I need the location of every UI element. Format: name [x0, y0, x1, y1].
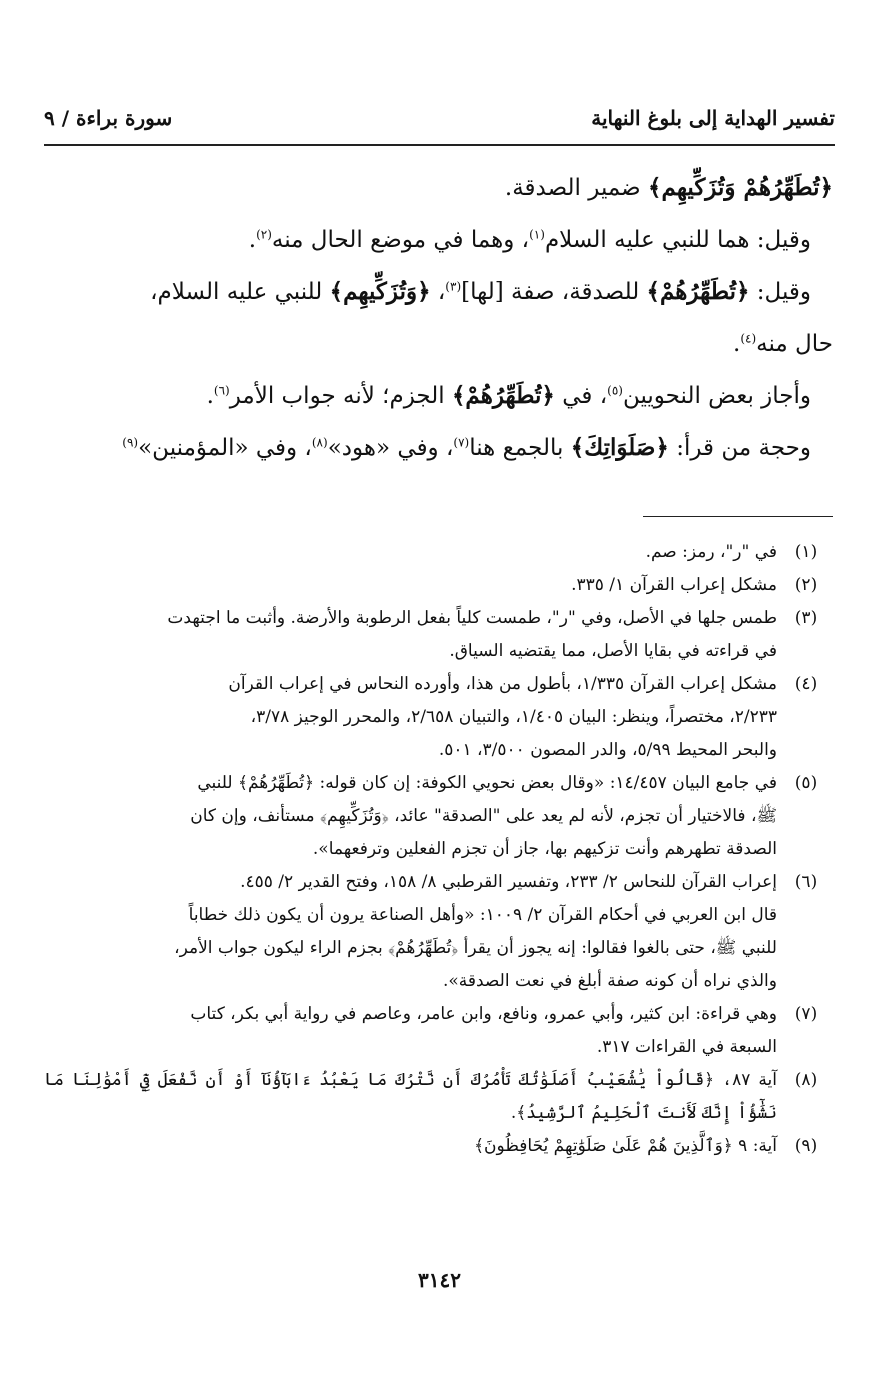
paragraph-1	[44, 162, 833, 214]
text: وقيل: هما للنبي عليه السلام	[544, 227, 811, 253]
footnote-number: (٤)	[794, 674, 818, 694]
quran-quote: ﴿تُطَهِّرُهُمْ﴾	[451, 382, 555, 409]
footnote-line: آية ٨٧، ﴿قَالُواْ يَٰشُعَيْبُ أَصَلَوَٰتُكَ تَأْمُرُكَ أَن نَّتْرُكَ مَا يَعْبُدُ ءَابَآؤُنَآ أَوْ أَن نَّفْعَلَ فِيٓ أَمْوَٰلِنَا مَا نَشَٰٓؤُاْ إِنَّكَ لَأَنتَ ٱلْحَلِيمُ ٱلرَّشِيدُ﴾.	[44, 1070, 777, 1123]
footnote-line: آية: ٩ ﴿وَٱلَّذِينَ هُمْ عَلَىٰ صَلَوَٰتِهِمْ يُحَافِظُونَ﴾	[474, 1136, 777, 1156]
footnote-number: (٥)	[794, 773, 818, 793]
footnote-text	[44, 602, 777, 668]
paragraph-2	[44, 214, 833, 266]
footnote-text	[44, 668, 777, 767]
paragraph-4	[44, 370, 833, 422]
footnote-ref[interactable]: (٩)	[122, 435, 139, 450]
footnote-number: (٦)	[794, 872, 818, 892]
quran-quote: ﴿تُطَهِّرُهُمْ وَتُزَكِّيهِم﴾	[648, 174, 833, 201]
footnote-text	[44, 998, 777, 1064]
text: وأجاز بعض النحويين	[622, 383, 811, 409]
footnote-ref[interactable]: (٨)	[311, 435, 328, 450]
text: .	[248, 227, 257, 253]
footnote-text	[44, 1130, 777, 1163]
footnote-divider	[643, 516, 833, 517]
footnote-ref[interactable]: (١)	[529, 227, 545, 242]
text: حال منه	[756, 331, 833, 357]
page-number: ٣١٤٢	[418, 1268, 461, 1292]
footnote-line: ٢/٢٣٣، مختصراً، وينظر: البيان ١/٤٠٥، والتبيان ٢/٦٥٨، والمحرر الوجيز ٣/٧٨،	[250, 707, 777, 727]
text: ، في	[554, 383, 608, 409]
footnote-ref[interactable]: (٤)	[740, 331, 757, 346]
footnote-line: والبحر المحيط ٥/٩٩، والدر المصون ٣/٥٠٠، ٥٠١.	[438, 740, 777, 760]
footnote-text	[44, 767, 777, 866]
footnote-line: في قراءته في بقايا الأصل، مما يقتضيه السياق.	[449, 641, 777, 661]
footnote	[44, 1130, 835, 1163]
footnote-line: الصدقة تطهرهم وأنت تزكيهم بها، جاز أن تجزم الفعلين وترفعهما».	[312, 839, 777, 859]
main-text	[44, 162, 833, 474]
footnote-line: قال ابن العربي في أحكام القرآن ٢/ ١٠٠٩: «وأهل الصناعة يرون أن يكون ذلك خطاباً	[188, 905, 777, 925]
footnote-number: (٩)	[794, 1136, 818, 1156]
footnote-ref[interactable]: (٧)	[453, 435, 470, 450]
running-header	[44, 98, 835, 138]
text: .	[206, 383, 214, 409]
footnote	[44, 998, 835, 1064]
footnote-line: مشكل إعراب القرآن ١/٣٣٥، بأطول من هذا، وأورده النحاس في إعراب القرآن	[228, 674, 777, 694]
quran-quote: ﴿وَتُزَكِّيهِم﴾	[329, 278, 431, 305]
footnote-text	[44, 1064, 777, 1130]
quran-quote: ﴿تُطَهِّرُهُمْ﴾	[646, 278, 750, 305]
footnote-line: ﷺ، فالاختيار أن تجزم، لأنه لم يعد على "الصدقة" عائد، ﴿وَتُزَكِّيهِم﴾ مستأنف، وإن كان	[190, 806, 777, 826]
footnote-line: طمس جلها في الأصل، وفي "ر"، طمست كلياً بفعل الرطوبة والأرضة. وأثبت ما اجتهدت	[167, 608, 777, 628]
footnote-line: والذي نراه أن كونه صفة أبلغ في نعت الصدقة».	[442, 971, 777, 991]
surah-label: سورة براءة / ٩	[44, 106, 173, 130]
text: بالجمع هنا	[469, 435, 571, 461]
footnote-number: (١)	[794, 542, 818, 562]
footnote-line: مشكل إعراب القرآن ١/ ٣٣٥.	[571, 575, 777, 595]
text: ضمير الصدقة.	[504, 175, 649, 201]
footnote-ref[interactable]: (٥)	[607, 383, 623, 398]
text: للنبي عليه السلام،	[150, 279, 330, 305]
header-divider	[44, 144, 835, 146]
footnote-text	[44, 536, 777, 569]
footnote	[44, 569, 835, 602]
quran-quote: ﴿صَلَوَاتِكَ﴾	[570, 434, 669, 461]
paragraph-3-continued	[44, 318, 833, 370]
book-title: تفسير الهداية إلى بلوغ النهاية	[591, 106, 835, 130]
text: للصدقة، صفة [لها]	[461, 279, 647, 305]
text: ، وفي «هود»	[327, 435, 454, 461]
footnotes-section	[44, 536, 835, 1163]
text: وقيل:	[749, 279, 811, 305]
footnote-ref[interactable]: (٢)	[256, 227, 272, 242]
footnote-text	[44, 866, 777, 998]
footnote-line: وهي قراءة: ابن كثير، وأبي عمرو، ونافع، وابن عامر، وعاصم في رواية أبي بكر، كتاب	[190, 1004, 777, 1024]
text: وحجة من قرأ:	[668, 435, 811, 461]
text: ، وهما في موضع الحال منه	[271, 227, 530, 253]
footnote-line: للنبي ﷺ، حتى بالغوا فقالوا: إنه يجوز أن يقرأ ﴿تُطَهِّرُهُمْ﴾ بجزم الراء ليكون جواب الأمر،	[174, 938, 777, 958]
footnote	[44, 668, 835, 767]
footnote	[44, 866, 835, 998]
text: ، وفي «المؤمنين»	[138, 435, 312, 461]
footnote-ref[interactable]: (٦)	[213, 383, 230, 398]
footnote-line: إعراب القرآن للنحاس ٢/ ٢٣٣، وتفسير القرطبي ٨/ ١٥٨، وفتح القدير ٢/ ٤٥٥.	[240, 872, 777, 892]
footnote	[44, 602, 835, 668]
footnote	[44, 767, 835, 866]
footnote-line: السبعة في القراءات ٣١٧.	[596, 1037, 777, 1057]
footnote	[44, 1064, 835, 1130]
paragraph-5	[44, 422, 833, 474]
footnote	[44, 536, 835, 569]
paragraph-3	[44, 266, 833, 318]
footnote-number: (٢)	[794, 575, 818, 595]
text: .	[733, 331, 741, 357]
footnote-number: (٧)	[794, 1004, 818, 1024]
footnote-text	[44, 569, 777, 602]
text: الجزم؛ لأنه جواب الأمر	[229, 383, 452, 409]
footnote-number: (٣)	[794, 608, 818, 628]
footnote-ref[interactable]: (٣)	[445, 279, 462, 294]
text: ،	[430, 279, 446, 305]
footnote-line: في "ر"، رمز: صم.	[645, 542, 777, 562]
footnote-line: في جامع البيان ١٤/٤٥٧: «وقال بعض نحويي الكوفة: إن كان قوله: ﴿تُطَهِّرُهُمْ﴾ للنبي	[197, 773, 777, 793]
footnote-number: (٨)	[794, 1070, 818, 1090]
